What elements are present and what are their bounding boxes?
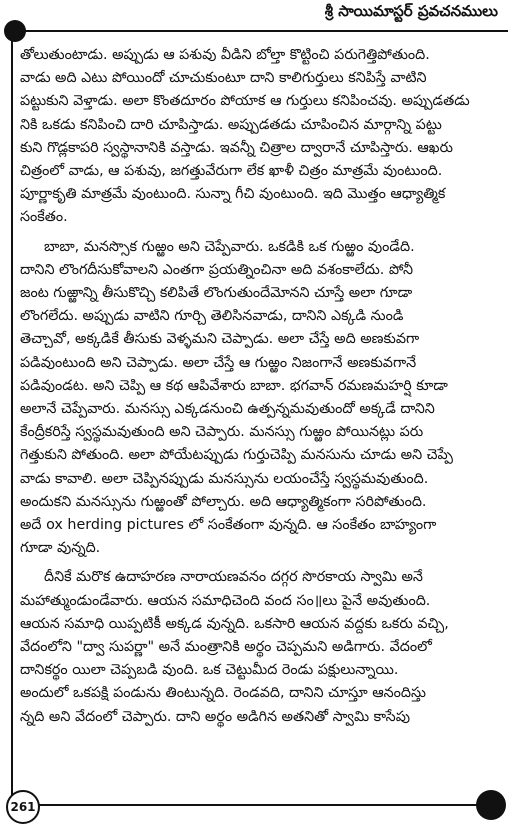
text-line: గూడా వున్నది. bbox=[20, 540, 101, 557]
text-line: అందులో ఒకపక్షి పండును తింటున్నది. రెండవది, దానిని చూస్తూ ఆనందిస్తు bbox=[20, 685, 426, 702]
text-line: కుని గొడ్లకాపరి స్వస్థానానికి వస్తాడు. ఇవన్నీ చిత్రాల ద్వారానే చూపిస్తారు. ఆఖరు bbox=[20, 139, 454, 156]
page-body bbox=[20, 44, 502, 786]
text-line: కేంద్రీకరిస్తే స్వస్థమవుతుంది అని చెప్పారు. మనస్సు గుఱ్ఱం పోయినట్లు పరు bbox=[20, 424, 424, 441]
text-line: తెచ్చావో, అక్కడికే తీసుకు వెళ్ళమని చెప్పాడు. అలా చేస్తే అది అణకువగా bbox=[20, 331, 420, 348]
book-title: శ్రీ సాయిమాస్టర్ ప్రవచనములు bbox=[324, 2, 498, 20]
text-line: పడివుంటుంది అని చెప్పాడు. అలా చేస్తే ఆ గుఱ్ఱం నిజంగానే అణకువగానే bbox=[20, 354, 417, 371]
text-line: చిత్రంలో వాడు, ఆ పశువు, జగత్తువేరుగా లేక ఖాళీ చిత్రం మాత్రమే వుంటుంది. bbox=[20, 163, 443, 180]
text-line: మహాత్ముండుండేవారు. ఆయన సమాధిచెంది వంద సం॥లు పైనే అవుతుంది. bbox=[20, 592, 431, 609]
text-line: దానికర్థం యిలా చెప్పబడి వుంది. ఒక చెట్టుమీద రెండు పక్షులున్నాయి. bbox=[20, 662, 399, 679]
text-line: పడివుండట. అని చెప్పి ఆ కథ ఆపివేశారు బాబా. భగవాన్ రమణమహర్షి కూడా bbox=[20, 377, 448, 394]
text-line: నికి ఒకడు కనిపించి దారి చూపిస్తాడు. అప్పుడతడు చూపించిన మార్గాన్ని పట్టు bbox=[20, 116, 442, 133]
text-line: ఆయన సమాధి యిప్పటికీ అక్కడ వున్నది. ఒకసారి ఆయన వద్దకు ఒకరు వచ్చి, bbox=[20, 615, 449, 632]
text-line: దానిని లొంగదీసుకోవాలని ఎంతగా ప్రయత్నించినా అది వశంకాలేదు. పోనీ bbox=[20, 261, 414, 278]
footer-ornament-dot bbox=[476, 790, 506, 820]
text-line: అదే ox herding pictures లో సంకేతంగా వున్నది. ఆ సంకేతం బాహ్యంగా bbox=[20, 517, 437, 534]
paragraph-1 bbox=[20, 44, 502, 230]
text-line: న్నది అని వేదంలో చెప్పారు. దాని అర్థం అడిగిన అతనితో స్వామి కాసేపు bbox=[20, 708, 410, 725]
text-line: వాడు అది ఎటు పోయిందో చూచుకుంటూ దాని కాలిగుర్తులు కనిపిస్తే వాటిని bbox=[20, 70, 427, 87]
header-rule bbox=[18, 30, 508, 32]
text-line: అలానే చెప్పేవారు. మనస్సు ఎక్కడనుంచి ఉత్పన్నమవుతుందో అక్కడే దానిని bbox=[20, 401, 435, 418]
text-line: సంకేతం. bbox=[20, 209, 68, 226]
left-margin-rule bbox=[11, 38, 13, 798]
page-footer bbox=[0, 786, 520, 826]
text-line: గెత్తుకుని పోతుంది. అలా పోయేటప్పుడు గుర్తుచెప్పి మనసును చూడు అని చెప్పే bbox=[20, 447, 453, 464]
text-line: పట్టుకుని వెళ్తాడు. అలా కొంతదూరం పోయాక ఆ గుర్తులు కనిపించవు. అప్పుడతడు bbox=[20, 93, 470, 110]
page-number: 261 bbox=[6, 790, 40, 824]
page-header bbox=[0, 0, 520, 40]
paragraph-3 bbox=[20, 566, 502, 728]
footer-rule bbox=[18, 804, 490, 806]
text-line: వాడు కావాలి. అలా చెప్పినప్పుడు మనస్సును లయంచేస్తే స్వస్థమవుతుంది. bbox=[20, 470, 429, 487]
text-line: తోలుతుంటాడు. అప్పుడు ఆ పశువు వీడిని బోల్తా కొట్టించి పరుగెత్తిపోతుంది. bbox=[20, 47, 430, 63]
text-line: లొంగలేదు. అప్పుడు వాటిని గూర్చి తెలిసినవాడు, దానిని ఎక్కడి నుండి bbox=[20, 308, 404, 325]
text-line: బాబా, మనస్సొక గుఱ్ఱం అని చెప్పేవారు. ఒకడికి ఒక గుఱ్ఱం వుండేది. bbox=[44, 238, 415, 255]
text-line: దీనికే మరొక ఉదాహరణ నారాయణవనం దగ్గర సొరకాయ స్వామి అనే bbox=[44, 569, 423, 586]
text-line: వేదంలోని "ద్వా సుపర్ణా" అనే మంత్రానికి అర్థం చెప్పమని అడిగారు. వేదంలో bbox=[20, 639, 432, 656]
paragraph-2 bbox=[20, 236, 502, 561]
text-line: పూర్ణాకృతి మాత్రమే వుంటుంది. సున్నా గీచి వుంటుంది. ఇది మొత్తం ఆధ్యాత్మిక bbox=[20, 186, 446, 203]
text-line: అందుకని మనస్సును గుఱ్ఱంతో పోల్చారు. అది ఆధ్యాత్మికంగా సరిపోతుంది. bbox=[20, 493, 427, 510]
text-line: జంట గుఱ్ఱాన్ని తీసుకొచ్చి కలిపితే లొంగుతుందేమోనని చూస్తే అలా గూడా bbox=[20, 285, 413, 302]
